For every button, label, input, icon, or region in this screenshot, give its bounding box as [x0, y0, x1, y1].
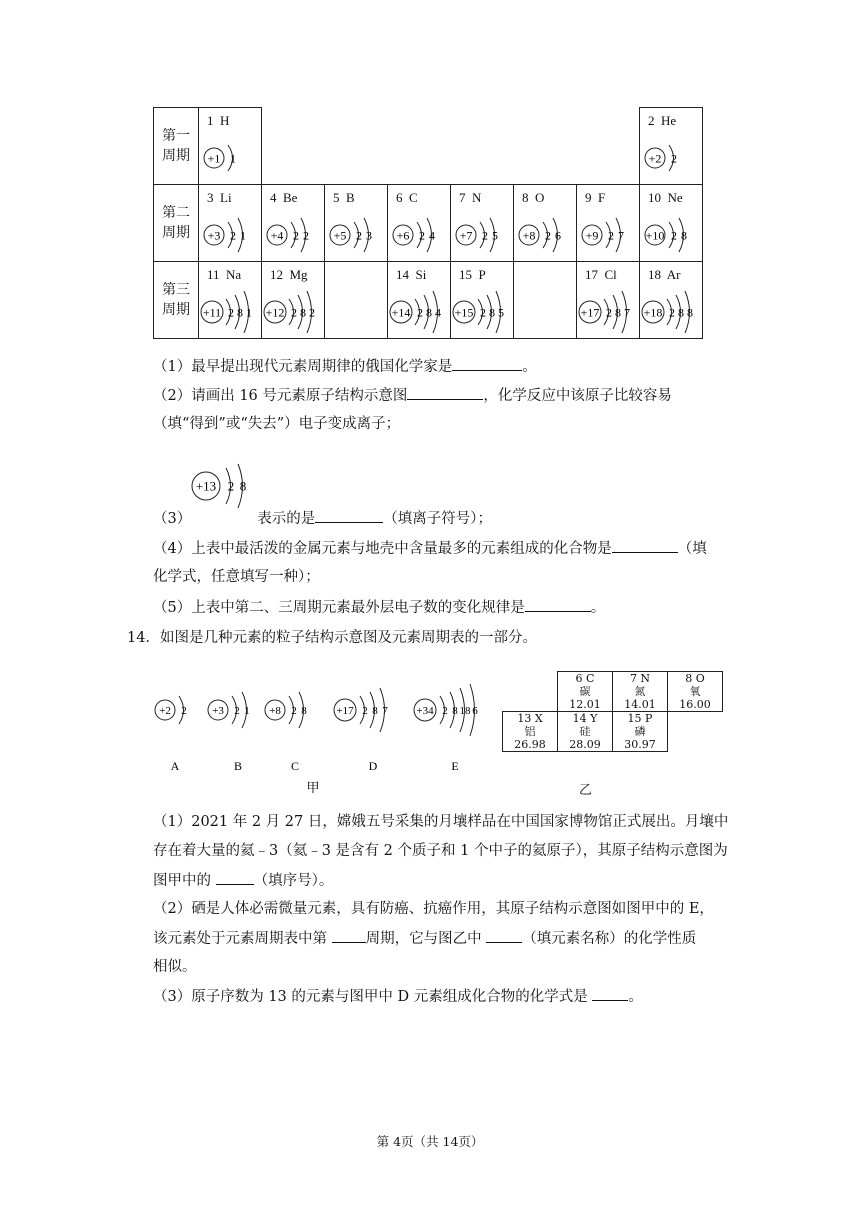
element-head: 7 N — [629, 672, 651, 685]
shell-electron-count: 8 — [681, 228, 687, 243]
atom-diagram — [453, 291, 504, 333]
shell-electron-count: 2 — [417, 305, 423, 320]
nucleus-charge: +8 — [269, 704, 281, 717]
q13-part5: （5）上表中第二、三周期元素最外层电子数的变化规律是 。 — [153, 597, 605, 618]
diagram-label: C — [290, 759, 300, 773]
nucleus-charge: +13 — [195, 478, 217, 494]
nucleus-charge: +4 — [270, 228, 284, 243]
empty-cell — [325, 262, 388, 339]
element-label: 11 Na — [207, 267, 242, 282]
answer-blank[interactable] — [452, 356, 522, 371]
element-label: 8 O — [522, 190, 545, 205]
answer-blank[interactable] — [486, 928, 522, 943]
element-name: 硅 — [579, 725, 591, 738]
atom-diagram — [642, 291, 693, 333]
shell-electron-count: 8 — [300, 305, 306, 320]
nucleus-charge: +17 — [580, 305, 600, 320]
element-cell-f — [577, 185, 640, 262]
shell-electron-count: 2 — [419, 228, 425, 243]
atom-structure — [640, 262, 702, 338]
shell-electron-count: 8 — [678, 305, 684, 320]
empty-cell — [514, 262, 577, 339]
element-name: 氧 — [689, 685, 701, 698]
nucleus-charge: +34 — [416, 704, 434, 717]
nucleus-charge: +15 — [454, 305, 474, 320]
atom-structure — [451, 185, 513, 261]
shell-electron-count: 8 — [237, 305, 243, 320]
element-label: 2 He — [648, 113, 677, 128]
shell-electron-count: 7 — [618, 228, 624, 243]
atom-structure — [514, 185, 576, 261]
yi-table — [502, 671, 723, 752]
element-cell — [558, 712, 613, 752]
shell-electron-count: 1 — [246, 305, 252, 320]
element-label: 4 Be — [270, 190, 298, 205]
empty-cell — [668, 712, 723, 752]
nucleus-charge: +1 — [207, 151, 221, 166]
shell-electron-count: 2 — [480, 305, 486, 320]
shell-electron-count: 2 — [606, 305, 612, 320]
atom-structure — [577, 185, 639, 261]
shell-electron-count: 2 — [482, 228, 488, 243]
jia-caption: 甲 — [306, 780, 320, 795]
q13-part1: （1）最早提出现代元素周期律的俄国化学家是 。 — [153, 356, 537, 377]
q13-part2-cont: （填“得到”或“失去”）电子变成离子； — [153, 416, 401, 432]
element-name: 磷 — [634, 725, 646, 738]
shell-electron-count: 18 — [459, 704, 471, 717]
atom-structure — [577, 262, 639, 338]
atom-diagram — [582, 218, 624, 252]
shell-electron-count: 2 — [228, 305, 234, 320]
element-cell-b — [325, 185, 388, 262]
shell-electron-count: 2 — [291, 704, 297, 717]
atom-structure — [451, 262, 513, 338]
shell-electron-count: 2 — [230, 228, 236, 243]
shell-electron-count: 6 — [555, 228, 561, 243]
atom-diagram — [390, 291, 441, 333]
atom-diagram — [519, 218, 561, 252]
q14-part2: （2）硒是人体必需微量元素，具有防癌、抗癌作用，其原子结构示意图如图甲中的 E， — [153, 901, 714, 917]
atom-diagram — [393, 218, 435, 252]
shell-electron-count: 8 — [239, 478, 247, 494]
shell-electron-count: 2 — [362, 704, 368, 717]
answer-blank[interactable] — [332, 928, 366, 943]
shell-electron-count: 8 — [615, 305, 621, 320]
element-cell — [558, 672, 613, 712]
element-label: 5 B — [333, 190, 355, 205]
shell-electron-count: 8 — [687, 305, 693, 320]
shell-electron-count: 2 — [293, 228, 299, 243]
atom-diagram — [645, 218, 687, 252]
diagram-label: E — [451, 759, 459, 773]
diagram-label: D — [368, 759, 378, 773]
nucleus-charge: +14 — [391, 305, 411, 320]
nucleus-charge: +3 — [207, 228, 221, 243]
element-head: 6 C — [575, 672, 595, 685]
atom-diagram — [334, 688, 388, 732]
atom-diagram — [330, 218, 372, 252]
shell-electron-count: 1 — [244, 704, 250, 717]
shell-electron-count: 7 — [624, 305, 630, 320]
element-mass: 26.98 — [514, 738, 546, 751]
empty-gap — [451, 108, 514, 185]
nucleus-charge: +3 — [212, 704, 224, 717]
answer-blank[interactable] — [592, 986, 628, 1001]
shell-electron-count: 8 — [489, 305, 495, 320]
q14-stem: 14．如图是几种元素的粒子结构示意图及元素周期表的一部分。 — [127, 630, 537, 646]
element-cell-ar — [640, 262, 703, 339]
q14-part1-cont: 存在着大量的氦﹣3（氦﹣3 是含有 2 个质子和 1 个中子的氦原子），其原子结构示意图为 — [153, 843, 728, 859]
shell-electron-count: 1 — [240, 228, 246, 243]
atom-diagram — [192, 464, 246, 508]
nucleus-charge: +10 — [645, 228, 665, 243]
nucleus-charge: +6 — [396, 228, 410, 243]
element-label: 12 Mg — [270, 267, 308, 282]
element-label: 14 Si — [396, 267, 427, 282]
element-cell-o — [514, 185, 577, 262]
element-cell — [613, 672, 668, 712]
element-head: 15 P — [627, 712, 653, 725]
shell-electron-count: 8 — [301, 704, 307, 717]
element-cell-c — [388, 185, 451, 262]
diagram-label: A — [170, 759, 180, 773]
empty-cell — [503, 672, 558, 712]
element-cell-li — [199, 185, 262, 262]
atom-diagram — [267, 218, 309, 252]
atom-diagram — [208, 692, 250, 728]
nucleus-charge: +9 — [585, 228, 599, 243]
element-cell-mg — [262, 262, 325, 339]
element-label: 15 P — [459, 267, 486, 282]
shell-electron-count: 2 — [227, 478, 235, 494]
element-label: 18 Ar — [648, 267, 681, 282]
shell-electron-count: 2 — [234, 704, 240, 717]
atom-diagram — [456, 218, 498, 252]
element-mass: 28.09 — [569, 738, 601, 751]
shell-electron-count: 8 — [372, 704, 378, 717]
period-header: 第一 周期 — [154, 108, 199, 185]
shell-electron-count: 8 — [452, 704, 458, 717]
period-header: 第二 周期 — [154, 185, 199, 262]
atom-diagram — [201, 291, 252, 333]
element-cell-cl — [577, 262, 640, 339]
yi-caption: 乙 — [579, 783, 593, 798]
nucleus-charge: +11 — [202, 305, 222, 320]
shell-electron-count: 2 — [356, 228, 362, 243]
shell-electron-count: 6 — [472, 704, 478, 717]
element-mass: 16.00 — [679, 698, 711, 711]
nucleus-charge: +7 — [459, 228, 473, 243]
element-cell-si — [388, 262, 451, 339]
atom-diagram — [414, 684, 478, 736]
element-name: 铝 — [524, 725, 536, 738]
q14-part2-cont2: 相似。 — [153, 959, 197, 975]
atom-diagram — [579, 291, 630, 333]
shell-electron-count: 2 — [669, 305, 675, 320]
nucleus-charge: +2 — [159, 704, 171, 717]
q13-part2: （2）请画出 16 号元素原子结构示意图 ，化学反应中该原子比较容易 — [153, 385, 672, 406]
period-header: 第三 周期 — [154, 262, 199, 339]
element-label: 17 Cl — [585, 267, 617, 282]
atom-structure — [640, 185, 702, 261]
element-name: 碳 — [579, 685, 591, 698]
atom-structure — [199, 262, 261, 338]
atom-structure — [325, 185, 387, 261]
nucleus-charge: +5 — [333, 228, 347, 243]
empty-gap — [262, 108, 325, 185]
element-label: 6 C — [396, 190, 418, 205]
shell-electron-count: 2 — [545, 228, 551, 243]
answer-blank[interactable] — [612, 538, 678, 553]
shell-electron-count: 2 — [181, 704, 187, 717]
shell-electron-count: 2 — [671, 151, 677, 166]
nucleus-charge: +2 — [648, 151, 662, 166]
empty-gap — [388, 108, 451, 185]
element-cell — [613, 712, 668, 752]
q14-part1-cont2: 图甲中的 （填序号）。 — [153, 870, 333, 891]
diagram-label: B — [233, 759, 243, 773]
element-head: 13 X — [517, 712, 543, 725]
element-cell-ne — [640, 185, 703, 262]
q13-part3: （3） 表示的是 （填离子符号）； — [153, 508, 492, 529]
nucleus-charge: +12 — [265, 305, 285, 320]
atom-diagram — [265, 692, 307, 728]
element-label: 9 F — [585, 190, 606, 205]
periodic-table — [153, 107, 703, 339]
empty-gap — [514, 108, 577, 185]
atom-diagram — [204, 145, 236, 171]
atom-structure — [262, 185, 324, 261]
shell-electron-count: 5 — [498, 305, 504, 320]
answer-blank[interactable] — [315, 508, 383, 523]
shell-electron-count: 8 — [426, 305, 432, 320]
element-label: 10 Ne — [648, 190, 683, 205]
element-mass: 14.01 — [624, 698, 656, 711]
element-mass: 12.01 — [569, 698, 601, 711]
nucleus-charge: +17 — [336, 704, 354, 717]
answer-blank[interactable] — [407, 385, 483, 400]
atom-diagram — [204, 218, 246, 252]
shell-electron-count: 2 — [608, 228, 614, 243]
element-name: 氮 — [634, 685, 646, 698]
shell-electron-count: 2 — [291, 305, 297, 320]
atom-structure — [388, 262, 450, 338]
empty-gap — [577, 108, 640, 185]
shell-electron-count: 2 — [303, 228, 309, 243]
atom-structure — [199, 185, 261, 261]
q14-part3: （3）原子序数为 13 的元素与图甲中 D 元素组成化合物的化学式是 。 — [153, 986, 643, 1007]
element-cell-na — [199, 262, 262, 339]
shell-electron-count: 4 — [429, 228, 435, 243]
element-cell-be — [262, 185, 325, 262]
q13-part4-cont: 化学式，任意填写一种）； — [153, 569, 320, 585]
element-mass: 30.97 — [624, 738, 656, 751]
element-label: 1 H — [207, 113, 230, 128]
shell-electron-count: 7 — [382, 704, 388, 717]
element-cell-n — [451, 185, 514, 262]
jia-figure — [145, 660, 505, 800]
atom-structure — [262, 262, 324, 338]
nucleus-charge: +18 — [643, 305, 663, 320]
element-cell-he — [640, 108, 703, 185]
element-cell — [668, 672, 723, 712]
nucleus-charge: +8 — [522, 228, 536, 243]
q14-part1: （1）2021 年 2 月 27 日，嫦娥五号采集的月壤样品在中国国家博物馆正式展出。月壤中 — [153, 814, 729, 830]
atom-structure — [640, 108, 702, 184]
atom-diagram — [645, 145, 677, 171]
element-cell — [503, 712, 558, 752]
element-head: 14 Y — [572, 712, 598, 725]
shell-electron-count: 3 — [366, 228, 372, 243]
element-head: 8 O — [685, 672, 705, 685]
shell-electron-count: 1 — [230, 151, 236, 166]
element-label: 7 N — [459, 190, 482, 205]
shell-electron-count: 4 — [435, 305, 441, 320]
atom-diagram — [155, 696, 187, 724]
shell-electron-count: 2 — [442, 704, 448, 717]
shell-electron-count: 2 — [671, 228, 677, 243]
q13-part4: （4）上表中最活泼的金属元素与地壳中含量最多的元素组成的化合物是 （填 — [153, 538, 707, 559]
shell-electron-count: 2 — [309, 305, 315, 320]
atom-structure — [199, 108, 261, 184]
empty-gap — [325, 108, 388, 185]
answer-blank[interactable] — [525, 597, 591, 612]
element-cell-h — [199, 108, 262, 185]
q14-part2-cont: 该元素处于元素周期表中第 周期，它与图乙中 （填元素名称）的化学性质 — [153, 928, 696, 949]
page-footer: 第 4页（共 14页） — [376, 1134, 484, 1149]
answer-blank[interactable] — [216, 870, 254, 885]
atom-diagram — [264, 291, 315, 333]
atom-structure — [388, 185, 450, 261]
element-label: 3 Li — [207, 190, 232, 205]
element-cell-p — [451, 262, 514, 339]
shell-electron-count: 5 — [492, 228, 498, 243]
